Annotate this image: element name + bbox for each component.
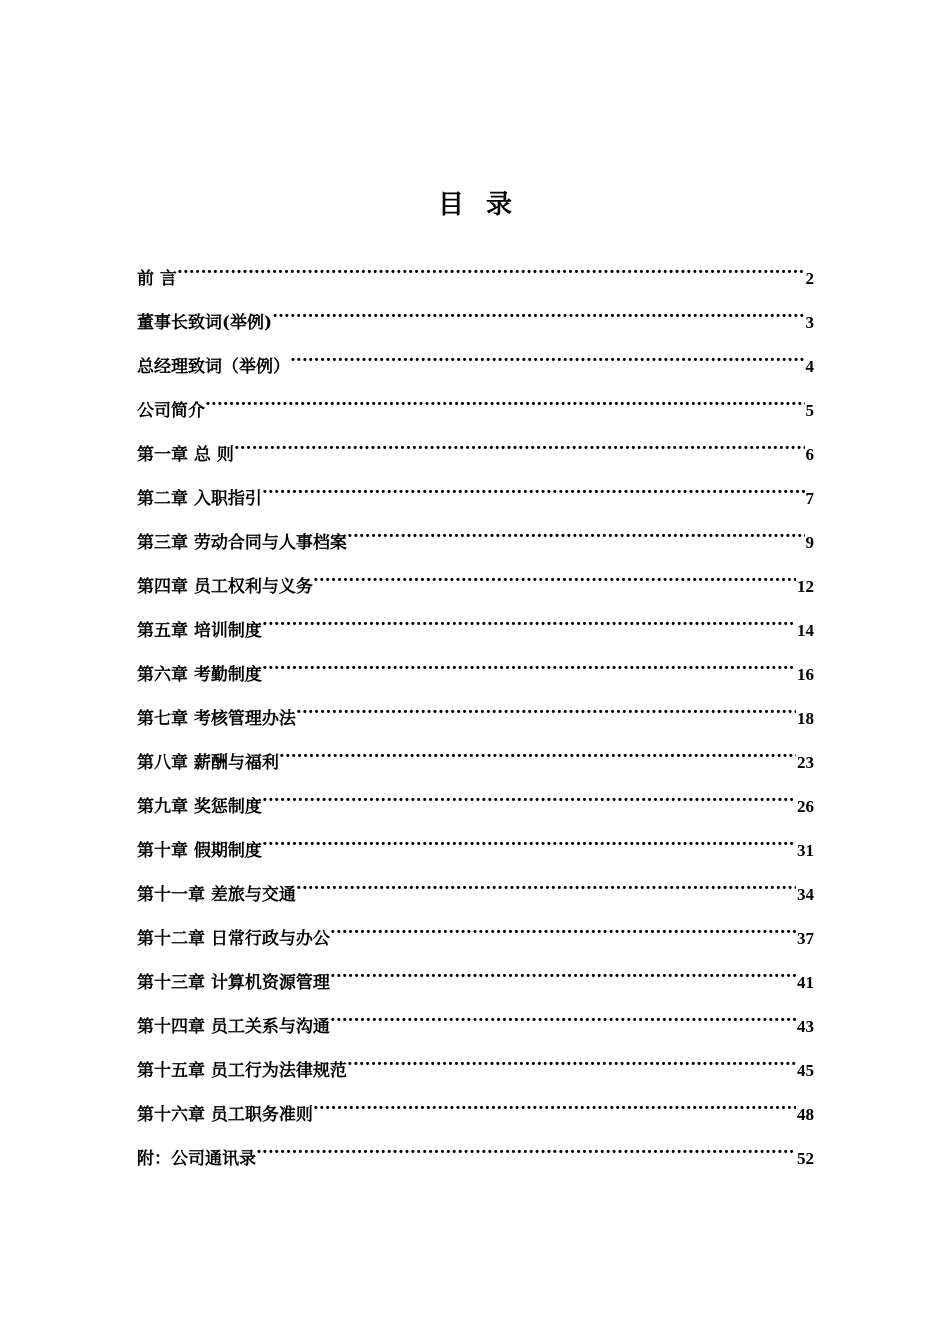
- toc-entry-page-number: 12: [797, 577, 814, 596]
- toc-entry[interactable]: [137, 1132, 814, 1176]
- toc-entry-label: 第十二章 日常行政与办公: [137, 929, 330, 949]
- toc-entry[interactable]: [137, 868, 814, 912]
- toc-list: [137, 252, 814, 1176]
- toc-entry[interactable]: [137, 384, 814, 428]
- toc-entry-label: 第一章 总 则: [137, 445, 234, 465]
- toc-entry-page-number: 23: [797, 753, 814, 772]
- toc-entry[interactable]: [137, 956, 814, 1000]
- toc-entry-label: 附：公司通讯录: [137, 1149, 256, 1169]
- toc-entry-label: 第二章 入职指引: [137, 489, 262, 509]
- toc-entry-page-number: 3: [805, 313, 814, 332]
- toc-entry-page-number: 14: [797, 621, 814, 640]
- toc-dot-leader: [290, 340, 805, 372]
- toc-dot-leader: [347, 1044, 796, 1076]
- toc-entry-label: 第十一章 差旅与交通: [137, 885, 296, 905]
- toc-dot-leader: [234, 428, 805, 460]
- toc-entry[interactable]: [137, 824, 814, 868]
- toc-dot-leader: [205, 384, 805, 416]
- toc-entry-label: 董事长致词(举例): [137, 313, 273, 333]
- toc-entry[interactable]: [137, 604, 814, 648]
- toc-entry[interactable]: [137, 912, 814, 956]
- toc-entry-label: 第十四章 员工关系与沟通: [137, 1017, 330, 1037]
- toc-entry[interactable]: [137, 1088, 814, 1132]
- toc-dot-leader: [330, 1000, 796, 1032]
- toc-entry-page-number: 43: [797, 1017, 814, 1036]
- toc-title: 目录: [437, 190, 534, 220]
- toc-entry[interactable]: [137, 692, 814, 736]
- toc-entry-page-number: 41: [797, 973, 814, 992]
- toc-entry-label: 第十六章 员工职务准则: [137, 1105, 313, 1125]
- toc-entry-page-number: 9: [805, 533, 814, 552]
- toc-entry-page-number: 2: [805, 269, 814, 288]
- toc-entry[interactable]: [137, 428, 814, 472]
- toc-entry-page-number: 18: [797, 709, 814, 728]
- toc-entry-label: 公司简介: [137, 401, 205, 421]
- toc-entry-page-number: 4: [805, 357, 814, 376]
- toc-dot-leader: [279, 736, 796, 768]
- toc-dot-leader: [272, 296, 804, 328]
- toc-entry-page-number: 26: [797, 797, 814, 816]
- toc-entry-page-number: 48: [797, 1105, 814, 1124]
- toc-dot-leader: [347, 516, 805, 548]
- toc-dot-leader: [262, 824, 796, 856]
- toc-entry-page-number: 37: [797, 929, 814, 948]
- toc-entry-label: 第九章 奖惩制度: [137, 797, 262, 817]
- toc-entry[interactable]: [137, 340, 814, 384]
- toc-entry-page-number: 5: [805, 401, 814, 420]
- toc-dot-leader: [296, 868, 796, 900]
- toc-entry-label: 第十五章 员工行为法律规范: [137, 1061, 347, 1081]
- toc-entry-label: 第四章 员工权利与义务: [137, 577, 313, 597]
- toc-entry-label: 第十三章 计算机资源管理: [137, 973, 330, 993]
- toc-entry-label: 第三章 劳动合同与人事档案: [137, 533, 347, 553]
- toc-entry-label: 第八章 薪酬与福利: [137, 753, 279, 773]
- toc-dot-leader: [313, 560, 796, 592]
- toc-entry[interactable]: [137, 780, 814, 824]
- toc-entry-page-number: 7: [805, 489, 814, 508]
- toc-dot-leader: [330, 912, 796, 944]
- toc-dot-leader: [262, 780, 796, 812]
- toc-entry-label: 第七章 考核管理办法: [137, 709, 296, 729]
- toc-dot-leader: [296, 692, 796, 724]
- toc-dot-leader: [262, 648, 796, 680]
- toc-entry-page-number: 45: [797, 1061, 814, 1080]
- toc-entry[interactable]: [137, 252, 814, 296]
- toc-dot-leader: [313, 1088, 796, 1120]
- toc-entry-page-number: 52: [797, 1149, 814, 1168]
- toc-entry-label: 总经理致词（举例）: [137, 357, 290, 377]
- toc-entry-label: 第六章 考勤制度: [137, 665, 262, 685]
- toc-entry[interactable]: [137, 648, 814, 692]
- toc-dot-leader: [330, 956, 796, 988]
- toc-entry[interactable]: [137, 560, 814, 604]
- toc-entry[interactable]: [137, 736, 814, 780]
- toc-dot-leader: [262, 472, 805, 504]
- toc-entry-label: 前 言: [137, 269, 177, 289]
- toc-entry-label: 第十章 假期制度: [137, 841, 262, 861]
- toc-entry-page-number: 16: [797, 665, 814, 684]
- toc-dot-leader: [256, 1132, 796, 1164]
- toc-entry[interactable]: [137, 472, 814, 516]
- toc-entry-label: 第五章 培训制度: [137, 621, 262, 641]
- toc-entry[interactable]: [137, 1000, 814, 1044]
- toc-entry-page-number: 34: [797, 885, 814, 904]
- toc-entry[interactable]: [137, 516, 814, 560]
- toc-entry-page-number: 31: [797, 841, 814, 860]
- toc-entry[interactable]: [137, 1044, 814, 1088]
- toc-dot-leader: [262, 604, 796, 636]
- toc-entry-page-number: 6: [805, 445, 814, 464]
- toc-entry[interactable]: [137, 296, 814, 340]
- toc-dot-leader: [177, 252, 805, 284]
